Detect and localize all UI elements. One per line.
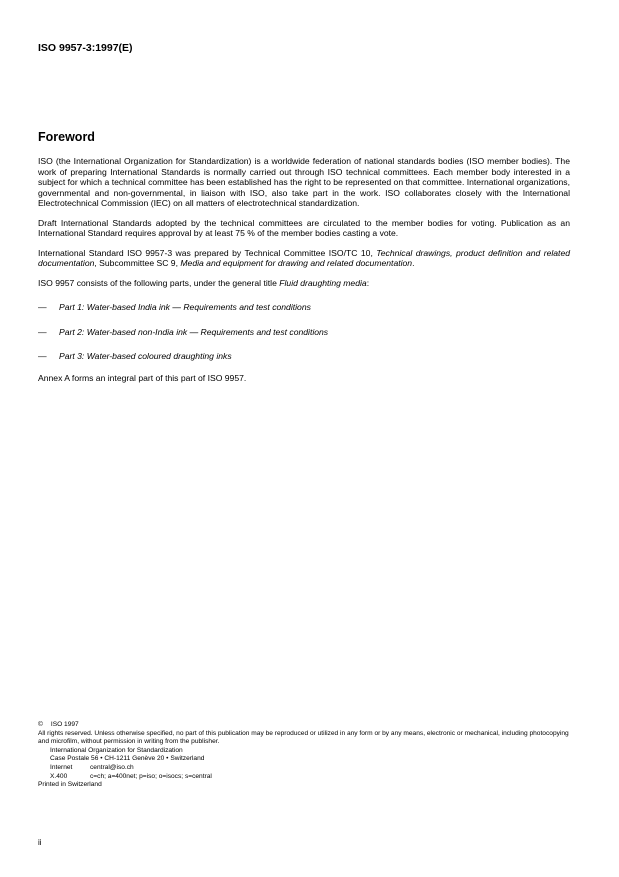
list-dash: — bbox=[38, 351, 47, 361]
para4-text-start: ISO 9957 consists of the following parts, under the general title bbox=[38, 277, 280, 288]
list-dash: — bbox=[38, 326, 47, 337]
foreword-paragraph-5: Annex A forms an integral part of this part of ISO 9957. bbox=[38, 372, 247, 383]
copyright-symbol: © bbox=[38, 721, 43, 728]
list-item bbox=[38, 302, 570, 313]
copyright-footer bbox=[38, 721, 578, 790]
foreword-section bbox=[38, 130, 570, 392]
general-title: Fluid draughting media bbox=[279, 277, 367, 288]
foreword-paragraph-2: Draft International Standards adopted by the technical committees are circulated to the member bodies for voting. Publication as an International Standard requires approval by at least 75 % of the member bodies casting a vote. bbox=[38, 217, 570, 238]
internet-label: Internet bbox=[50, 763, 73, 771]
organization-name: International Organization for Standardization bbox=[50, 746, 183, 754]
postal-address: Case Postale 56 • CH-1211 Genève 20 • Switzerland bbox=[50, 755, 205, 763]
part-1-title: Part 1: Water-based India ink — Requirements and test conditions bbox=[59, 302, 311, 312]
page-number: ii bbox=[38, 838, 42, 847]
foreword-paragraph-1: ISO (the International Organization for Standardization) is a worldwide federation of national standards bodies (ISO member bodies). The work of preparing International Standards is normally carried out through ISO technical committees. Each member body interested in a subject for which a technical committee has been established has the right to be represented on that committee. International organizations, governmental and non-governmental, in liaison with ISO, also take part in the work. ISO collaborates closely with the International Electrotechnical Commission (IEC) on all matters of electrotechnical standardization. bbox=[38, 156, 570, 208]
x400-label: X.400 bbox=[50, 772, 68, 780]
list-dash: — bbox=[38, 302, 47, 312]
internet-address: central@iso.ch bbox=[90, 763, 134, 771]
document-identifier: ISO 9957-3:1997(E) bbox=[38, 42, 133, 54]
list-item bbox=[38, 327, 570, 338]
foreword-paragraph-3 bbox=[38, 248, 570, 269]
sc9-title: Media and equipment for drawing and related documentation bbox=[180, 258, 413, 268]
para3-text-start: International Standard ISO 9957-3 was prepared by Technical Committee ISO/TC 10, bbox=[38, 247, 377, 258]
foreword-heading: Foreword bbox=[38, 130, 95, 144]
x400-address: c=ch; a=400net; p=iso; o=isocs; s=central bbox=[90, 772, 212, 780]
foreword-paragraph-4 bbox=[38, 278, 570, 289]
copyright-line bbox=[38, 721, 578, 730]
part-3-title: Part 3: Water-based coloured draughting inks bbox=[59, 351, 232, 361]
rights-statement: All rights reserved. Unless otherwise specified, no part of this publication may be reproduced or utilized in any form or by any means, electronic or mechanical, including photocopying and microfilm, without permission in writing from the publisher. bbox=[38, 729, 569, 746]
internet-line bbox=[38, 764, 578, 773]
para3-text-end: . bbox=[412, 258, 415, 268]
tc10-title: Technical drawings, product definition and related documentation bbox=[38, 247, 571, 268]
part-2-title: Part 2: Water-based non-India ink — Requirements and test conditions bbox=[59, 326, 329, 337]
copyright-text: ISO 1997 bbox=[50, 721, 79, 728]
printed-in: Printed in Switzerland bbox=[38, 781, 102, 789]
para3-text-middle: , Subcommittee SC 9, bbox=[94, 258, 181, 268]
x400-line bbox=[38, 773, 578, 782]
para4-text-end: : bbox=[366, 277, 370, 288]
list-item bbox=[38, 351, 570, 362]
